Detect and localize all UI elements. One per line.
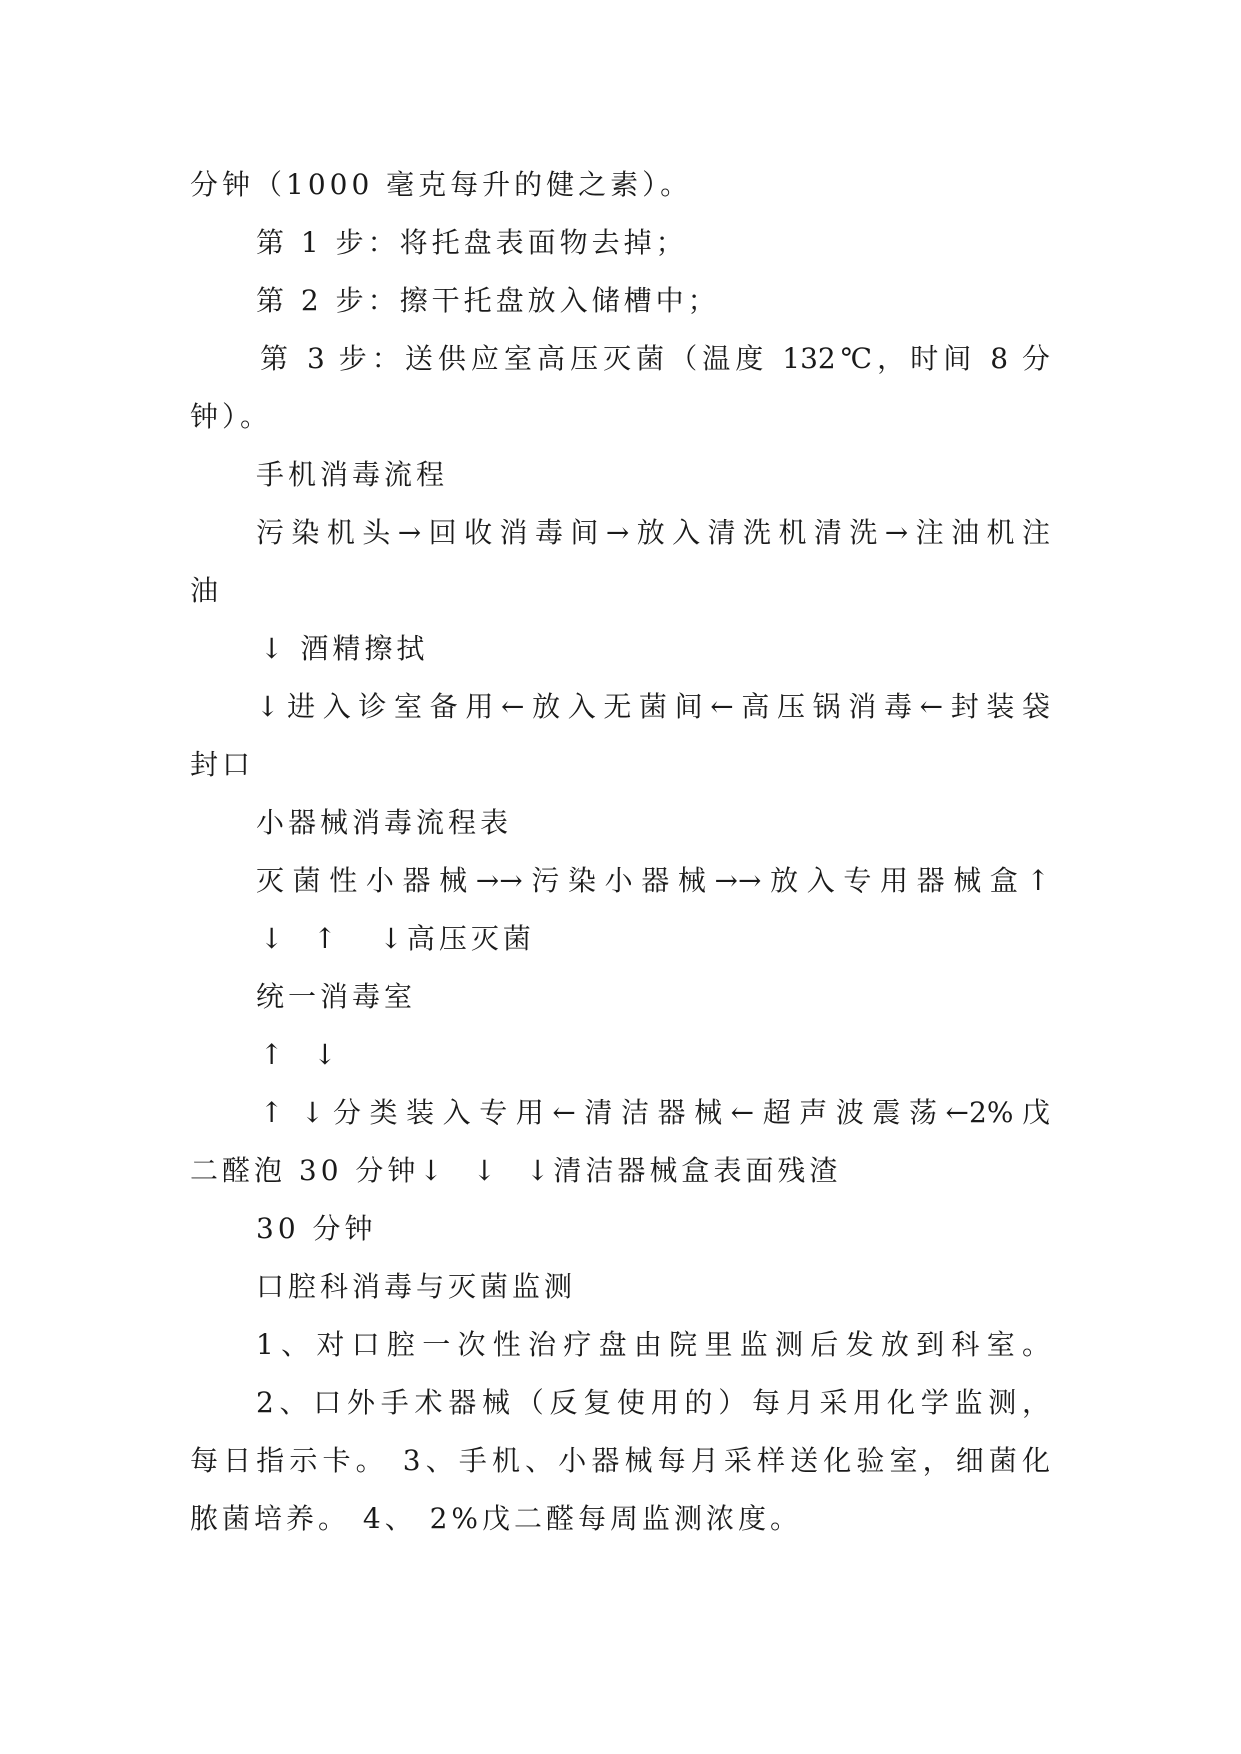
flow-line: ↓ ↑ ↓高压灭菌 <box>260 922 535 955</box>
document-body <box>190 156 1050 1548</box>
step-1-line: 第 1 步：将托盘表面物去掉； <box>256 226 688 259</box>
monitoring-item-4: 脓菌培养。 4、 2%戊二醛每周监测浓度。 <box>190 1502 803 1535</box>
flow-line: ↓ 酒精擦拭 <box>260 632 429 665</box>
monitoring-item-2: 2、口外手术器械（反复使用的）每月采用化学监测， <box>256 1386 1050 1419</box>
step-2-line: 第 2 步：擦干托盘放入储槽中； <box>256 284 720 317</box>
flow-line: 二醛泡 30 分钟↓ ↓ ↓清洁器械盒表面残渣 <box>190 1154 842 1187</box>
flow-line: 污染机头→回收消毒间→放入清洗机清洗→注油机注 <box>256 516 1050 549</box>
flow-line: 统一消毒室 <box>256 980 417 1013</box>
flow-line: 灭菌性小器械→→污染小器械→→放入专用器械盒↑ <box>256 864 1050 897</box>
flow-line: 封口 <box>190 748 255 781</box>
flow-line: ↑ ↓分类装入专用←清洁器械←超声波震荡←2%戊 <box>260 1096 1050 1129</box>
flow-line: 油 <box>190 574 223 607</box>
section-heading-handpiece: 手机消毒流程 <box>256 458 449 491</box>
section-heading-monitoring: 口腔科消毒与灭菌监测 <box>256 1270 577 1303</box>
paragraph-line: 分钟（1000 毫克每升的健之素）。 <box>190 168 693 201</box>
paragraph-line: 钟）。 <box>190 400 273 433</box>
flow-line: ↓进入诊室备用←放入无菌间←高压锅消毒←封装袋 <box>256 690 1050 723</box>
step-3-line: 第 3 步：送供应室高压灭菌（温度 132℃，时间 8 分 <box>260 342 1050 375</box>
section-heading-small-instruments: 小器械消毒流程表 <box>256 806 513 839</box>
flow-line: ↑ ↓ <box>260 1038 341 1071</box>
monitoring-item-1: 1、对口腔一次性治疗盘由院里监测后发放到科室。 <box>256 1328 1050 1361</box>
flow-line: 30 分钟 <box>256 1212 377 1245</box>
monitoring-item-3: 每日指示卡。 3、手机、小器械每月采样送化验室，细菌化 <box>190 1444 1050 1477</box>
